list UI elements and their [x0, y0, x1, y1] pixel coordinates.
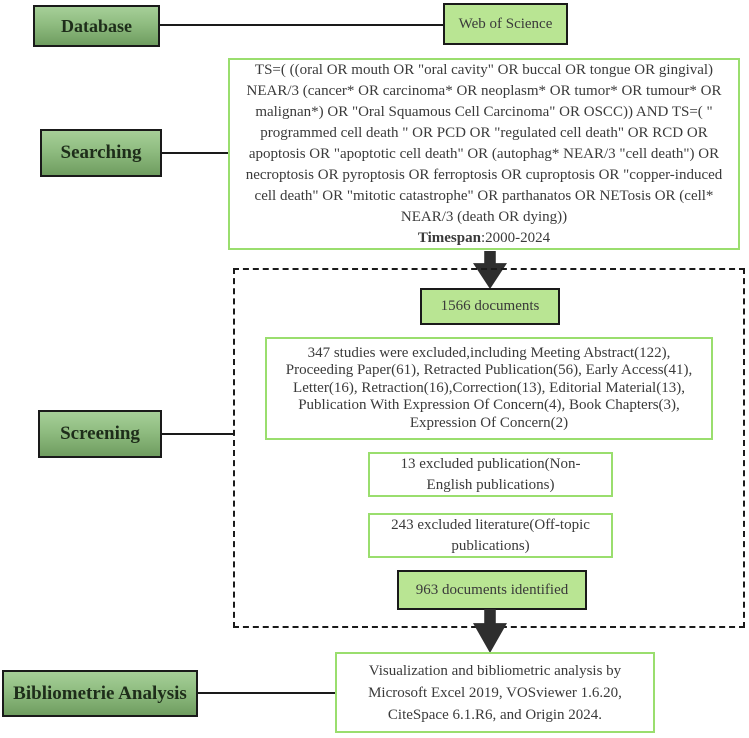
excluded-studies-box: 347 studies were excluded,including Meeting Abstract(122), Proceeding Paper(61), Retracted Publication(56), Early Access(41), Letter(16), Retraction(16),Correction(13), Editorial Material(13), Publication With Expression Of Concern(4), Book Chapters(3), Expression Of Concern(2): [265, 337, 713, 440]
stage-database: Database: [33, 5, 160, 47]
documents-initial-box: 1566 documents: [420, 288, 560, 325]
timespan-label: Timespan: [417, 229, 481, 246]
stage-bibliometric-analysis: Bibliometrie Analysis: [2, 670, 198, 717]
search-query-text: [230, 58, 738, 251]
excluded-non-english-box: 13 excluded publication(Non-English publications): [368, 452, 613, 497]
stage-searching: Searching: [40, 129, 162, 177]
search-query-string: TS=( ((oral OR mouth OR "oral cavity" OR buccal OR tongue OR gingival) NEAR/3 (cancer* OR carcinoma* OR neoplasm* OR tumor* OR tumour* OR malignan*) OR "Oral Squamous Cell Carcinoma" OR OSCC)) AND TS=( " programmed cell death " OR PCD OR "regulated cell death" OR RCD OR apoptosis OR "apoptotic cell death" OR (autophag* NEAR/3 "cell death") OR necroptosis OR pyroptosis OR ferroptosis OR cuproptosis OR "copper-induced cell death" OR "mitotic catastrophe" OR parthanatos OR NETosis OR (cell* NEAR/3 (death OR dying)): [245, 61, 723, 225]
search-query-box: [228, 58, 740, 250]
stage-screening: Screening: [38, 410, 162, 458]
excluded-off-topic-box: 243 excluded literature(Off-topic publications): [368, 513, 613, 558]
connector-screening-region: [162, 433, 233, 435]
timespan-value: :2000-2024: [480, 229, 551, 246]
connector-searching-query: [162, 152, 228, 154]
connector-analysis-description: [198, 692, 335, 694]
analysis-description-box: Visualization and bibliometric analysis by Microsoft Excel 2019, VOSviewer 1.6.20, CiteSpace 6.1.R6, and Origin 2024.: [335, 652, 655, 733]
database-source-box: Web of Science: [443, 3, 568, 45]
documents-identified-box: 963 documents identified: [397, 570, 587, 610]
connector-database-source: [160, 24, 443, 26]
